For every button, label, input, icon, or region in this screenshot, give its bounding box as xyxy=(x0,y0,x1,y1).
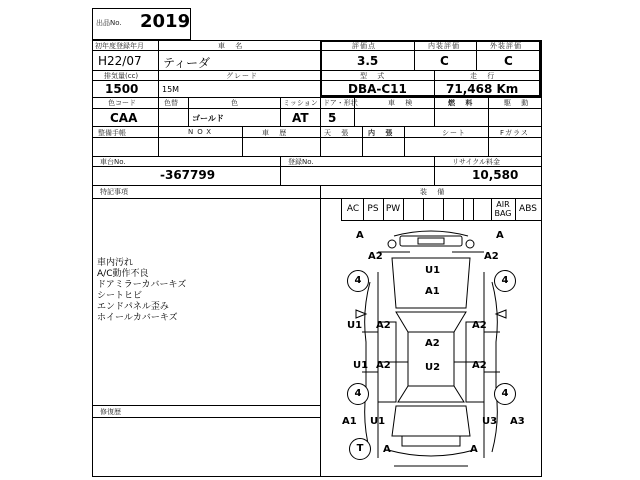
reg-no-label: 登録No. xyxy=(288,158,314,166)
recycle-value: 10,580 xyxy=(472,168,519,182)
note-item: ホイールカバーキズ xyxy=(97,313,178,323)
score-value: 3.5 xyxy=(357,54,379,68)
glass-label: Fガラス xyxy=(500,129,529,137)
first-reg-value: H22/07 xyxy=(98,54,142,68)
mileage-label: 走 行 xyxy=(470,72,499,80)
dmg-hood-2: A1 xyxy=(425,286,440,297)
exterior-label: 外装評価 xyxy=(490,42,522,50)
model-value: ティーダ xyxy=(163,56,211,70)
dmg-tire-rr: 4 xyxy=(494,383,516,405)
color-code-label: 色コード xyxy=(108,99,136,107)
grade-value: 15M xyxy=(162,85,180,94)
seat-label: シート xyxy=(442,129,466,137)
dmg-rear-r-2: A3 xyxy=(510,416,525,427)
note-item: エンドパネル歪み xyxy=(97,302,169,312)
history-label: 車 歴 xyxy=(262,129,291,137)
interior-label: 内装評価 xyxy=(428,42,460,50)
grade-label: グレード xyxy=(226,72,258,80)
dmg-tire-fr: 4 xyxy=(494,270,516,292)
interior-value: C xyxy=(440,54,449,68)
model-label: 車 名 xyxy=(218,42,247,50)
drive-label: 駆 動 xyxy=(504,99,533,107)
fuel-label: 燃 料 xyxy=(448,99,477,107)
color-value: ゴールド xyxy=(192,114,224,123)
dmg-fender-l-2: A2 xyxy=(376,320,391,331)
dmg-hood-1: U1 xyxy=(425,265,441,276)
note-item: シートヒビ xyxy=(97,291,143,301)
dmg-door-l-2: A2 xyxy=(376,360,391,371)
nox-label: NOX xyxy=(188,128,216,136)
transmission-value: AT xyxy=(292,111,309,125)
note-item: A/C動作不良 xyxy=(97,269,149,279)
chassis-no-label: 車台No. xyxy=(100,158,126,166)
doors-value: 5 xyxy=(328,111,337,125)
score-label: 評価点 xyxy=(352,42,376,50)
dmg-trunk-t: T xyxy=(349,438,371,460)
equip-abs: ABS xyxy=(519,204,537,214)
dmg-trunk-a2: A xyxy=(470,444,478,455)
chassis-no-value: -367799 xyxy=(160,168,216,182)
inspection-label: 車 検 xyxy=(388,99,417,107)
equip-ps: PS xyxy=(367,204,379,214)
transmission-label: ミッション xyxy=(283,99,318,107)
color-change-label: 色替 xyxy=(164,99,178,107)
color-code-value: CAA xyxy=(110,111,138,125)
repair-label: 修復歴 xyxy=(100,408,121,416)
dmg-door-center: U2 xyxy=(425,362,441,373)
mileage-value: 71,468 Km xyxy=(446,82,519,96)
manual-label: 整備手帳 xyxy=(98,129,126,137)
equip-airbag: AIR BAG xyxy=(494,200,512,218)
dmg-roof: A2 xyxy=(425,338,440,349)
note-item: ドアミラーカバーキズ xyxy=(97,280,187,290)
recycle-label: リサイクル料金 xyxy=(452,158,501,166)
dmg-bumper-right: A2 xyxy=(484,251,499,262)
dmg-rear-l-1: A1 xyxy=(342,416,357,427)
displacement-value: 1500 xyxy=(105,82,139,96)
doors-label: ドア・形状 xyxy=(323,99,358,107)
notes-list xyxy=(97,258,186,324)
dmg-door-l-1: U1 xyxy=(353,360,369,371)
dmg-door-r: A2 xyxy=(472,360,487,371)
note-item: 車内汚れ xyxy=(97,258,134,268)
exterior-value: C xyxy=(504,54,513,68)
equipment-label: 装 備 xyxy=(420,188,449,196)
first-reg-label: 初年度登録年月 xyxy=(95,42,144,50)
displacement-label: 排気量(cc) xyxy=(104,72,139,80)
dmg-rear-r-1: U3 xyxy=(482,416,498,427)
lot-number: 2019 xyxy=(140,11,191,32)
equip-pw: PW xyxy=(385,204,401,214)
dmg-bumper-left: A2 xyxy=(368,251,383,262)
lot-label: 出品No. xyxy=(96,19,122,27)
dmg-tire-fl: 4 xyxy=(347,270,369,292)
dmg-rear-l-2: U1 xyxy=(370,416,386,427)
notes-label: 特記事項 xyxy=(100,188,128,196)
dmg-tire-rl: 4 xyxy=(347,383,369,405)
dmg-fender-l-1: U1 xyxy=(347,320,363,331)
roof-label: 天 張 xyxy=(324,129,353,137)
chassis-label: 型 式 xyxy=(360,72,389,80)
dmg-front-right: A xyxy=(496,230,504,241)
interior-upholstery-label: 内 張 xyxy=(368,129,397,137)
dmg-fender-r: A2 xyxy=(472,320,487,331)
color-label: 色 xyxy=(231,99,239,107)
equipment-grid xyxy=(341,199,541,221)
dmg-front-left: A xyxy=(356,230,364,241)
dmg-trunk-a1: A xyxy=(383,444,391,455)
equip-ac: AC xyxy=(346,204,360,214)
chassis-value: DBA-C11 xyxy=(348,82,407,96)
